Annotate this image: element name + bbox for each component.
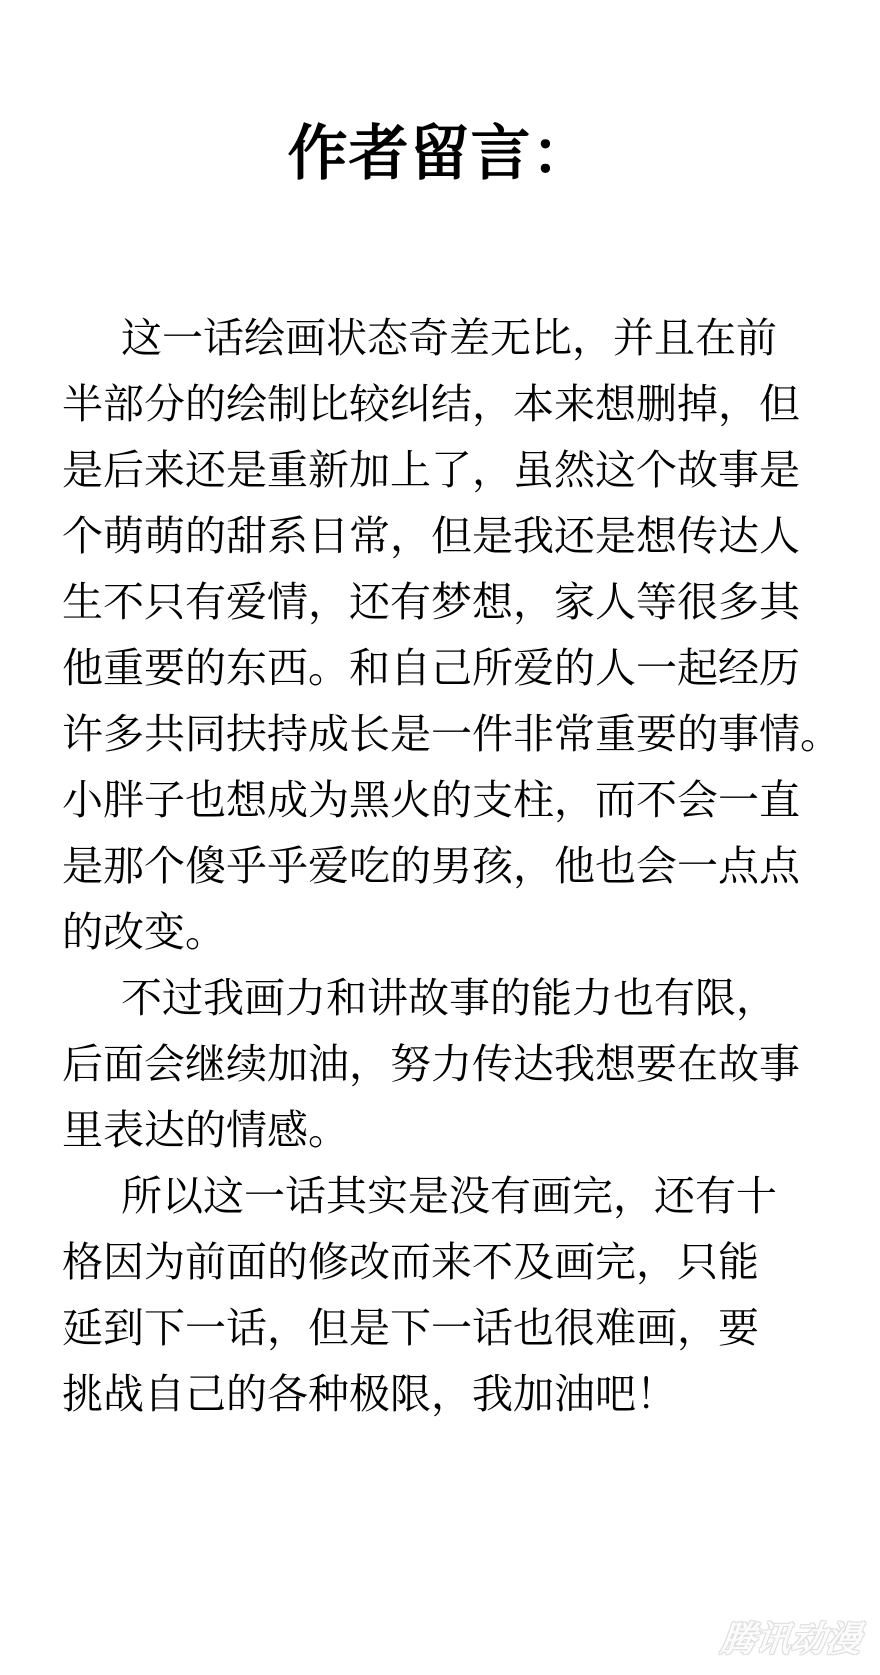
text-line: 延到下一话，但是下一话也很难画，要 <box>62 1305 759 1351</box>
text-line: 许多共同扶持成长是一件非常重要的事情。 <box>62 711 841 757</box>
text-line: 他重要的东西。和自己所爱的人一起经历 <box>62 645 800 691</box>
page-title: 作者留言： <box>287 120 593 187</box>
text-line: 里表达的情感。 <box>62 1107 349 1153</box>
text-line: 的改变。 <box>62 909 226 955</box>
author-note-page <box>0 118 880 1675</box>
text-line: 所以这一话其实是没有画完，还有十 <box>121 1173 777 1219</box>
text-line: 后面会继续加油，努力传达我想要在故事 <box>62 1041 800 1087</box>
text-line: 挑战自己的各种极限，我加油吧！ <box>62 1371 677 1417</box>
text-line: 半部分的绘制比较纠结，本来想删掉，但 <box>62 381 800 427</box>
text-line: 不过我画力和讲故事的能力也有限， <box>121 975 777 1021</box>
text-line: 这一话绘画状态奇差无比，并且在前 <box>121 315 777 361</box>
paragraph-1 <box>62 305 850 965</box>
text-line: 小胖子也想成为黑火的支柱，而不会一直 <box>62 777 800 823</box>
paragraph-2 <box>62 965 850 1163</box>
text-line: 是后来还是重新加上了，虽然这个故事是 <box>62 447 800 493</box>
paragraph-3 <box>62 1163 850 1427</box>
tencent-comics-watermark: 腾讯动漫 <box>718 1620 863 1659</box>
text-line: 是那个傻乎乎爱吃的男孩，他也会一点点 <box>62 843 800 889</box>
text-line: 格因为前面的修改而来不及画完，只能 <box>62 1239 759 1285</box>
author-note-body <box>62 305 850 1427</box>
text-line: 个萌萌的甜系日常，但是我还是想传达人 <box>62 513 800 559</box>
text-line: 生不只有爱情，还有梦想，家人等很多其 <box>62 579 800 625</box>
